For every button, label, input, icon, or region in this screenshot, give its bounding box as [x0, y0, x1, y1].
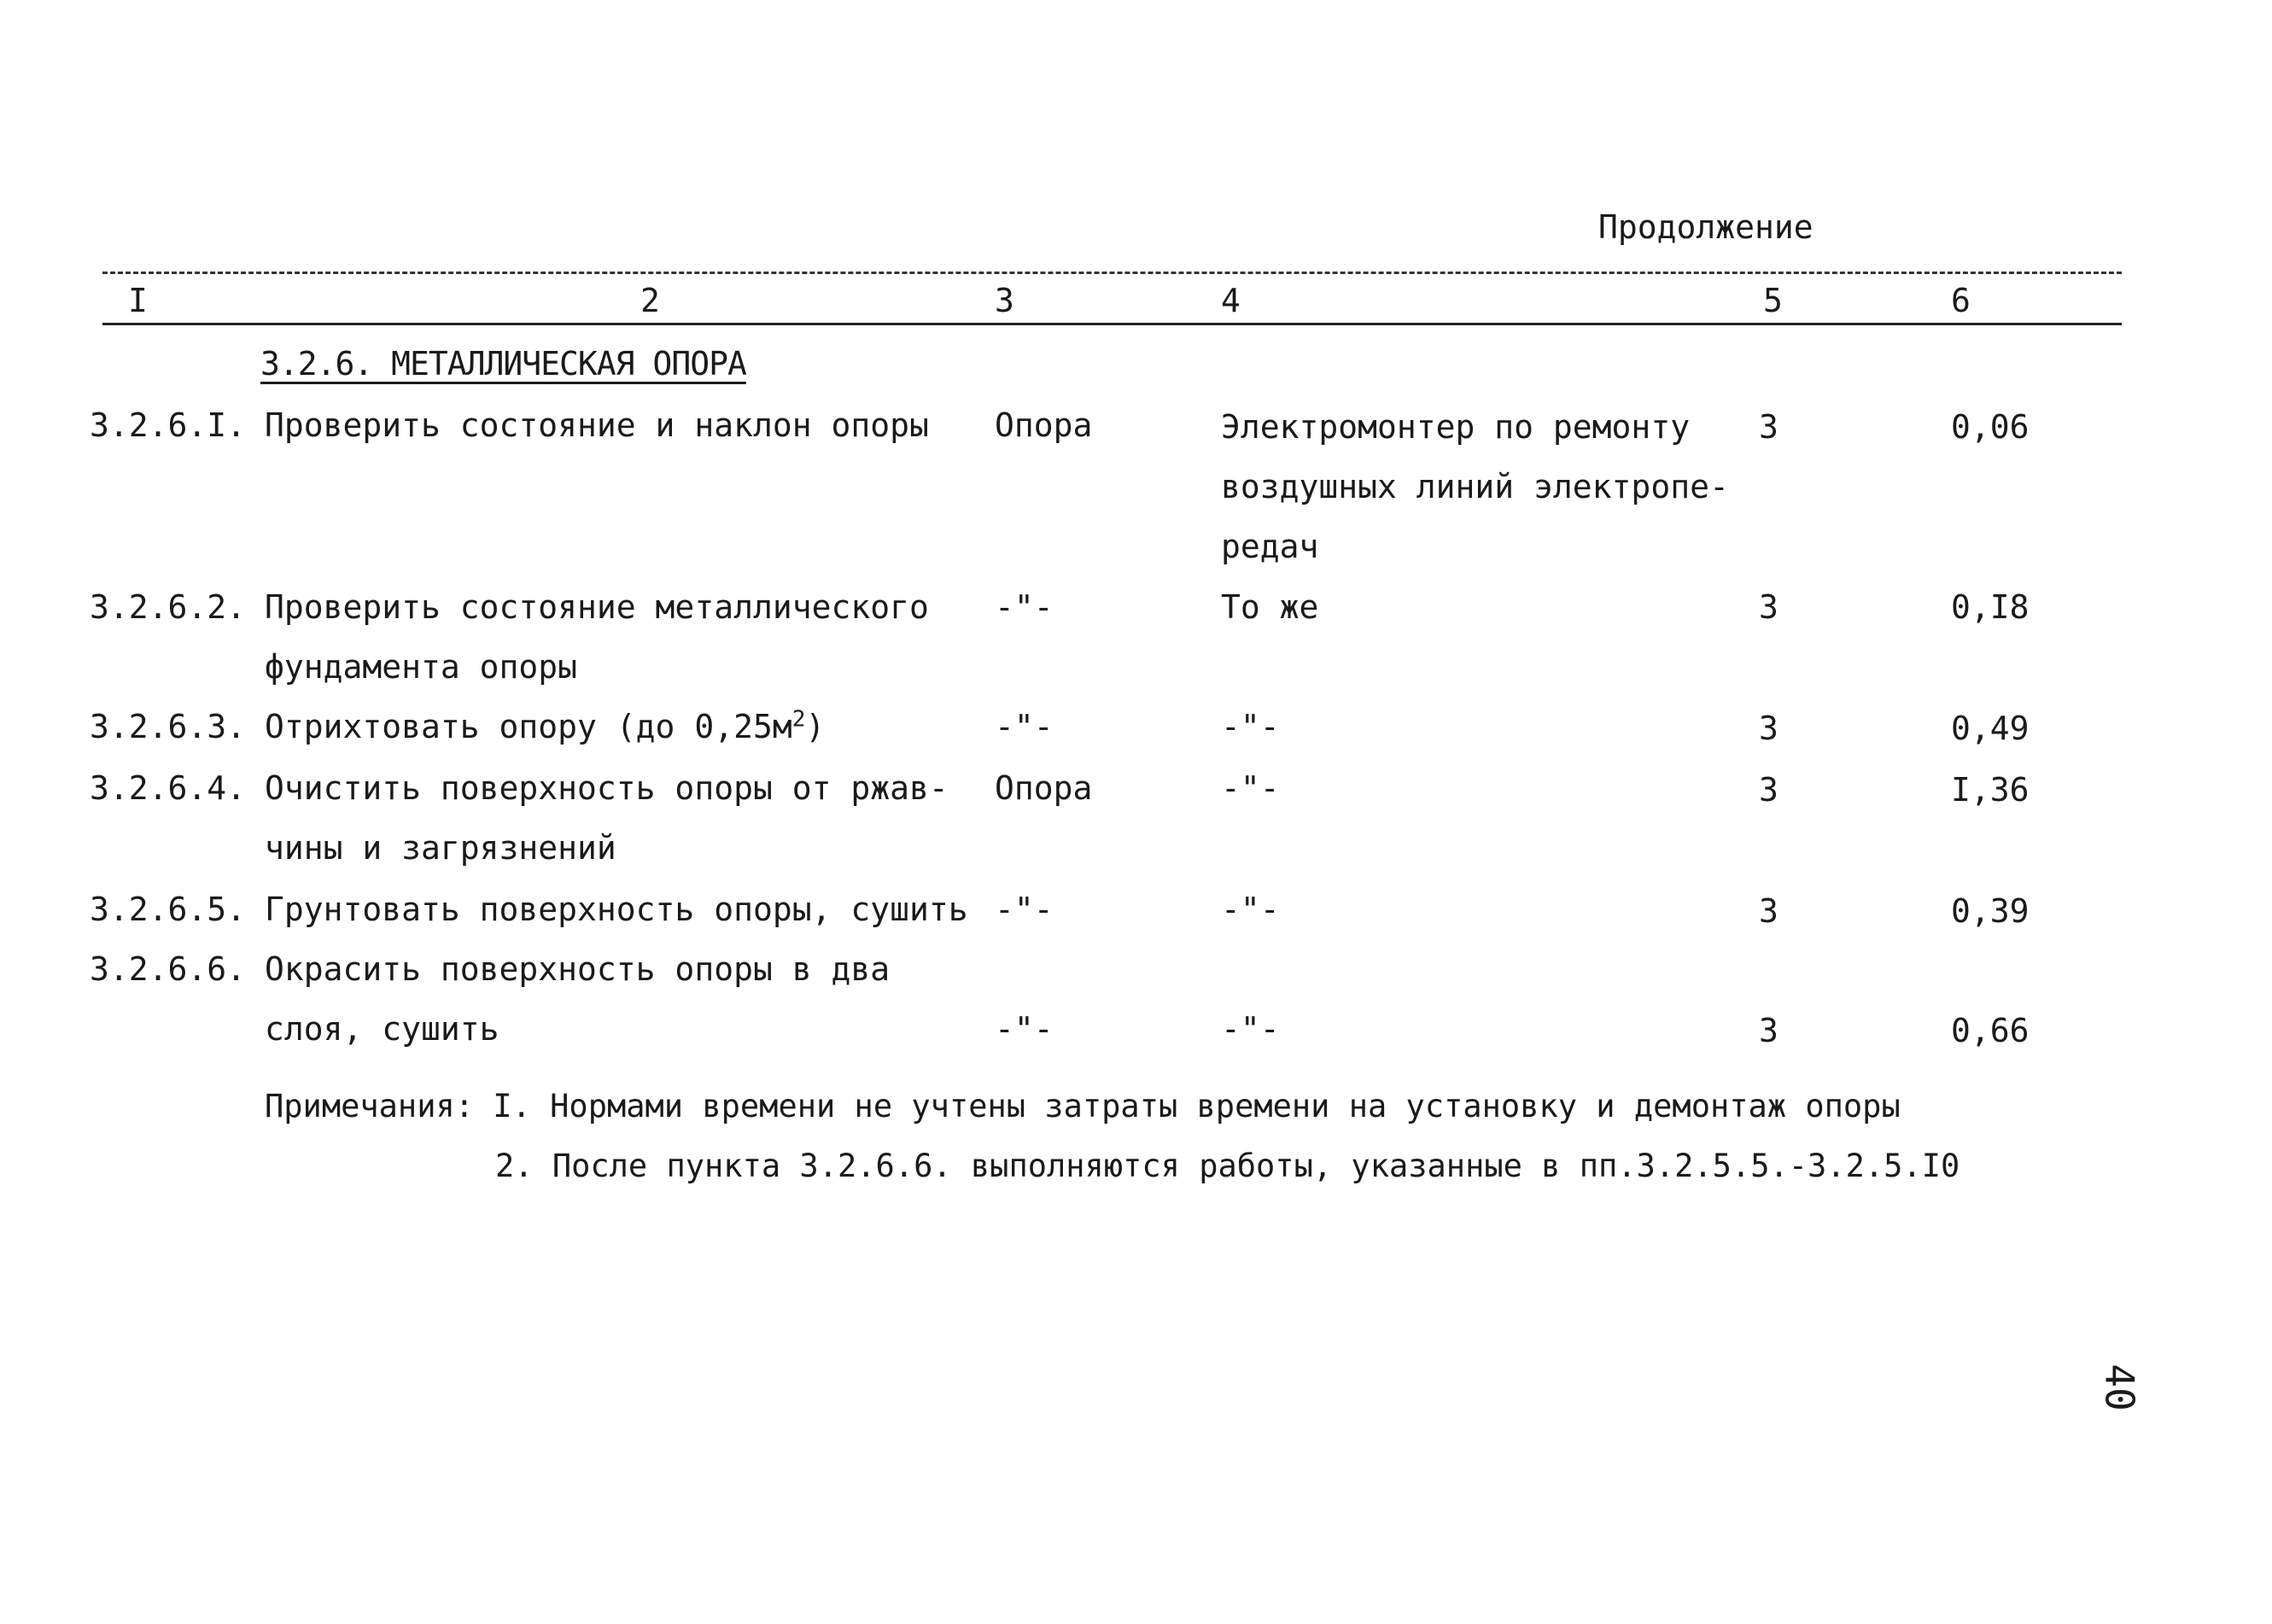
row-number: 3.2.6.6. — [90, 950, 247, 988]
row-object: -"- — [995, 1010, 1054, 1048]
section-title: 3.2.6. МЕТАЛЛИЧЕСКАЯ ОПОРА — [260, 345, 746, 383]
row-description: Окрасить поверхность опоры в два — [265, 950, 891, 988]
row-grade: 3 — [1759, 1012, 1778, 1049]
row-number: 3.2.6.4. — [90, 769, 247, 807]
row-worker: -"- — [1221, 769, 1280, 807]
row-grade: 3 — [1759, 710, 1778, 747]
row-object: -"- — [995, 708, 1054, 745]
row-grade: 3 — [1759, 588, 1778, 626]
row-number: 3.2.6.3. — [90, 708, 247, 745]
row-description: Грунтовать поверхность опоры, сушить — [265, 891, 968, 928]
row-norm: 0,06 — [1951, 408, 2030, 446]
header-top-rule — [102, 272, 2122, 274]
row-worker: -"- — [1221, 708, 1280, 745]
row-description: чины и загрязнений — [265, 829, 616, 867]
row-norm: 0,66 — [1951, 1012, 2030, 1049]
row-object: -"- — [995, 588, 1054, 626]
column-header-6: 6 — [1951, 282, 1971, 319]
row-object: -"- — [995, 891, 1054, 928]
row-grade: 3 — [1759, 408, 1778, 446]
row-norm: 0,39 — [1951, 892, 2030, 930]
row-worker: редач — [1221, 528, 1319, 565]
row-description: Отрихтовать опору (до $0,25м^2$) — [265, 706, 826, 745]
row-object: Опора — [995, 406, 1093, 444]
row-description: Очистить поверхность опоры от ржав- — [265, 769, 949, 807]
note-2: 2. После пункта 3.2.6.6. выполняются работы, указанные в пп.3.2.5.5.-3.2.5.I0 — [495, 1148, 1960, 1184]
row-description: фундамента опоры — [265, 648, 578, 686]
row-number: 3.2.6.2. — [90, 588, 247, 626]
row-norm: I,36 — [1951, 771, 2030, 809]
row-description: слоя, сушить — [265, 1010, 499, 1048]
row-object: Опора — [995, 769, 1093, 807]
row-worker: воздушных линий электропе- — [1221, 468, 1729, 505]
column-header-2: 2 — [640, 282, 660, 319]
row-worker: Электромонтер по ремонту — [1221, 408, 1691, 446]
row-grade: 3 — [1759, 892, 1778, 930]
row-worker: -"- — [1221, 1010, 1280, 1048]
row-number: 3.2.6.I. — [90, 406, 247, 444]
row-description: Проверить состояние металлического — [265, 588, 929, 626]
note-1: Примечания: I. Нормами времени не учтены затраты времени на установку и демонтаж опоры — [265, 1088, 1901, 1125]
column-header-5: 5 — [1763, 282, 1783, 319]
page-number: 40 — [2096, 1364, 2143, 1411]
row-norm: 0,I8 — [1951, 588, 2030, 626]
row-grade: 3 — [1759, 771, 1778, 809]
column-header-3: 3 — [995, 282, 1014, 319]
column-header-1: I — [128, 282, 148, 319]
continuation-label: Продолжение — [1598, 208, 1814, 246]
row-number: 3.2.6.5. — [90, 891, 247, 928]
row-worker: -"- — [1221, 891, 1280, 928]
header-bottom-rule — [102, 323, 2122, 325]
row-description: Проверить состояние и наклон опоры — [265, 406, 929, 444]
row-norm: 0,49 — [1951, 710, 2030, 747]
column-header-4: 4 — [1221, 282, 1241, 319]
row-worker: То же — [1221, 588, 1319, 626]
